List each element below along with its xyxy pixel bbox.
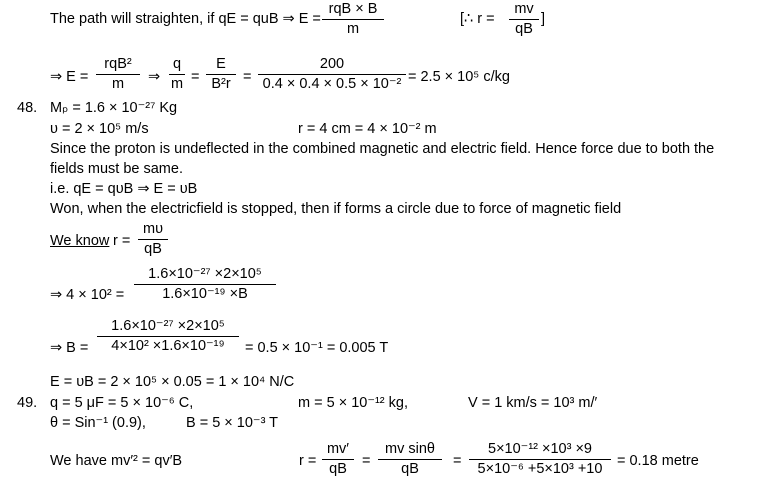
since-line-2: fields must be same. — [50, 161, 183, 177]
fraction-denominator: 5×10⁻⁶ +5×10³ +10 — [477, 461, 603, 477]
radius-value: r = 4 cm = 4 × 10⁻² m — [298, 121, 437, 137]
fraction-denominator: qB — [515, 21, 533, 37]
proton-mass: Mₚ = 1.6 × 10⁻²⁷ Kg — [50, 100, 178, 116]
fraction-numerator: 5×10⁻¹² ×10³ ×9 — [488, 441, 592, 457]
fraction-denominator: m — [170, 76, 184, 92]
fraction-mv-sin-theta-over-qb — [378, 441, 442, 478]
line-2-prefix: ⇒ E = — [50, 69, 89, 85]
mass-value: m = 5 × 10⁻¹² kg, — [298, 395, 409, 411]
fraction-numerator: 200 — [319, 56, 345, 72]
fraction-bar — [469, 459, 611, 460]
fraction-bar — [134, 284, 276, 285]
fraction-b-equation — [97, 318, 239, 355]
fraction-numerator: mv′ — [326, 441, 350, 457]
fraction-radius-numeric — [469, 441, 611, 478]
fraction-numerator: rqB × B — [328, 1, 378, 17]
fraction-numerator: q — [172, 56, 182, 72]
fraction-denominator: 4×10² ×1.6×10⁻¹⁹ — [111, 338, 225, 354]
bracket-close: ] — [541, 11, 546, 27]
fraction-denominator: m — [346, 21, 360, 37]
fraction-numerator: mv — [514, 1, 534, 17]
fraction-numerator: mv sinθ — [385, 441, 435, 457]
r-equals-49: r = — [299, 453, 317, 469]
fraction-bar — [96, 74, 140, 75]
fraction-denominator: B²r — [211, 76, 231, 92]
fraction-bar — [509, 19, 539, 20]
fraction-200-over-product — [258, 56, 406, 93]
fraction-denominator: qB — [144, 241, 162, 257]
circle-explanation: Won, when the electricfield is stopped, then if forms a circle due to force of magnetic field — [50, 201, 622, 217]
fraction-denominator: m — [111, 76, 125, 92]
fraction-bar — [97, 336, 239, 337]
implies-arrow: ⇒ — [148, 69, 161, 85]
radius-result: = 0.18 metre — [617, 453, 699, 469]
fraction-denominator: qB — [401, 461, 419, 477]
fraction-denominator: 0.4 × 0.4 × 0.5 × 10⁻² — [262, 76, 402, 92]
fraction-numerator: rqB² — [104, 56, 132, 72]
bracket-radius-prefix: [∴ r = — [460, 11, 495, 27]
equals-sign: = — [453, 453, 462, 469]
fraction-bar — [138, 239, 168, 240]
question-48-number: 48. — [17, 100, 38, 116]
line-10-prefix: ⇒ B = — [50, 340, 89, 356]
charge-value: q = 5 μF = 5 × 10⁻⁶ C, — [50, 395, 194, 411]
fraction-bar — [258, 74, 406, 75]
fraction-rqb2-over-m — [96, 56, 140, 93]
fraction-mv-over-qb — [509, 1, 539, 38]
magnetic-field-result: = 0.5 × 10⁻¹ = 0.005 T — [245, 340, 389, 356]
angle-value: θ = Sin⁻¹ (0.9), — [50, 415, 146, 431]
fraction-numerator: 1.6×10⁻²⁷ ×2×10⁵ — [111, 318, 225, 334]
fraction-radius-equation — [134, 266, 276, 303]
proton-velocity: υ = 2 × 10⁵ m/s — [50, 121, 149, 137]
question-49-number: 49. — [17, 395, 38, 411]
we-know-label: We know — [50, 233, 110, 249]
fraction-rqbxb-over-m — [322, 1, 384, 38]
r-equals: r = — [113, 233, 131, 249]
force-equality-line: i.e. qE = qυB ⇒ E = υB — [50, 181, 198, 197]
fraction-q-over-m — [169, 56, 185, 93]
line-1-text: The path will straighten, if qE = quB ⇒ E = — [50, 11, 321, 27]
fraction-mv-over-qb-radius — [138, 221, 168, 258]
equals-sign: = — [362, 453, 371, 469]
fraction-denominator: qB — [329, 461, 347, 477]
fraction-bar — [206, 74, 236, 75]
fraction-bar — [322, 459, 354, 460]
fraction-e-over-b2r — [206, 56, 236, 93]
fraction-numerator: 1.6×10⁻²⁷ ×2×10⁵ — [148, 266, 262, 282]
equals-sign: = — [243, 69, 252, 85]
charge-mass-result: = 2.5 × 10⁵ c/kg — [408, 69, 510, 85]
velocity-value: V = 1 km/s = 10³ m/′ — [468, 395, 598, 411]
equals-sign: = — [191, 69, 200, 85]
fraction-bar — [169, 74, 185, 75]
electric-field-result: E = υB = 2 × 10⁵ × 0.05 = 1 × 10⁴ N/C — [50, 374, 295, 390]
fraction-numerator: mυ — [142, 221, 163, 237]
field-value: B = 5 × 10⁻³ T — [186, 415, 279, 431]
fraction-bar — [322, 19, 384, 20]
we-have-line: We have mv′² = qv′B — [50, 453, 183, 469]
fraction-numerator: E — [216, 56, 226, 72]
line-9-prefix: ⇒ 4 × 10² = — [50, 287, 125, 303]
fraction-bar — [378, 459, 442, 460]
fraction-mv-prime-over-qb — [322, 441, 354, 478]
fraction-denominator: 1.6×10⁻¹⁹ ×B — [162, 286, 248, 302]
since-line-1: Since the proton is undeflected in the combined magnetic and electric field. Hence force due to both the — [50, 141, 715, 157]
